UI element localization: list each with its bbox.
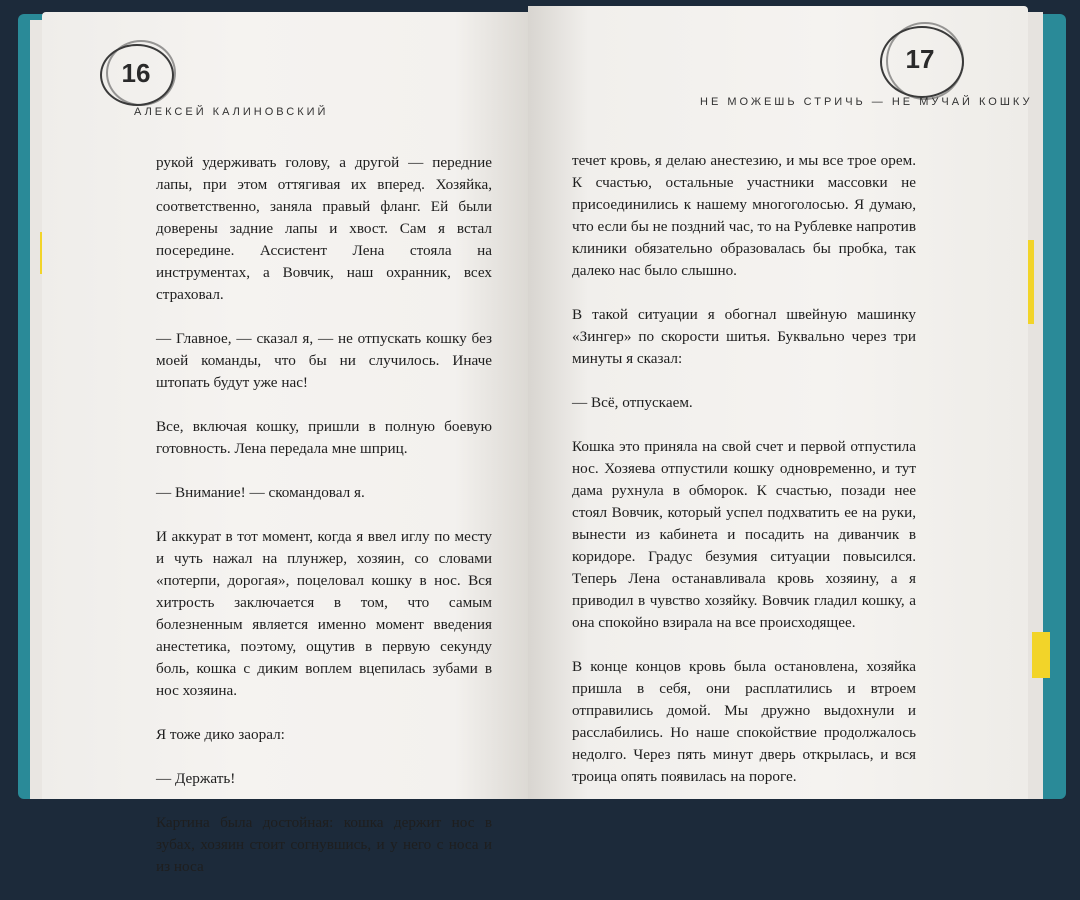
paragraph: Кошка это приняла на свой счет и первой отпустила нос. Хозяева отпустили кошку одновременно, и тут дама рухнула в обморок. К счастью, позади нее стоял Вовчик, который успел подхватить ее на руки, вынести из кабинета и посадить на диванчик в коридоре. Градус безумия ситуации повысился. Теперь Лена останавливала кровь хозяину, а я приводил в чувство хозяйку. Вовчик гладил кошку, а она спокойно взирала на все происходящее. bbox=[572, 438, 916, 631]
running-header: НЕ МОЖЕШЬ СТРИЧЬ — НЕ МУЧАЙ КОШКУ bbox=[700, 96, 1033, 108]
paragraph: — Главное, — сказал я, — не отпускать кошку без моей команды, что бы ни случилось. Иначе штопать будут уже нас! bbox=[156, 330, 492, 391]
page-body bbox=[156, 152, 492, 900]
page-number: 17 bbox=[905, 44, 935, 74]
paragraph: — Всё, отпускаем. bbox=[572, 394, 693, 411]
paragraph: — Держать! bbox=[156, 770, 236, 787]
running-header: АЛЕКСЕЙ КАЛИНОВСКИЙ bbox=[134, 106, 329, 118]
paragraph: рукой удерживать голову, а другой — передние лапы, при этом оттягивая их вперед. Хозяйка, соответственно, заняла правый фланг. Ей были доверены задние лапы и хвост. Сам я встал посередине. Ассистент Лена стояла на инструментах, а Вовчик, наш охранник, всех страховал. bbox=[156, 154, 492, 303]
paragraph: Я тоже дико заорал: bbox=[156, 726, 285, 743]
paragraph: течет кровь, я делаю анестезию, и мы все трое орем. К счастью, остальные участники массовки не присоединились к нашему многоголосью. Я думаю, что если бы не поздний час, то на Рублевке напротив клиники обязательно образовалась бы пробка, так далеко нас было слышно. bbox=[572, 152, 916, 279]
page-number: 16 bbox=[121, 58, 151, 88]
paragraph: Картина была достойная: кошка держит нос в зубах, хозяин стоит согнувшись, и у него с носа и из носа bbox=[156, 814, 492, 875]
paragraph: Все, включая кошку, пришли в полную боевую готовность. Лена передала мне шприц. bbox=[156, 418, 492, 457]
paragraph: В такой ситуации я обогнал швейную машинку «Зингер» по скорости шитья. Буквально через три минуты я сказал: bbox=[572, 306, 916, 367]
page-body bbox=[572, 150, 916, 810]
left-page bbox=[42, 12, 528, 875]
paragraph: И аккурат в тот момент, когда я ввел иглу по месту и чуть нажал на плунжер, хозяин, со словами «потерпи, дорогая», поцеловал кошку в нос. Вся хитрость заключается в том, что самым болезненным является именно момент введения анестетика, поэтому, ощутив в первую секунду боль, кошка с диким воплем вцепилась зубами в нос хозяина. bbox=[156, 528, 492, 699]
sticky-tab-right-bottom bbox=[1032, 632, 1050, 678]
paragraph: — Внимание! — скомандовал я. bbox=[156, 484, 365, 501]
right-page bbox=[528, 6, 1033, 799]
paragraph: В конце концов кровь была остановлена, хозяйка пришла в себя, они расплатились и втроем отправились домой. Мы дружно выдохнули и расслабились. Но наше спокойствие продолжалось недолго. Через пять минут дверь открылась, и вся троица опять появилась на пороге. bbox=[572, 658, 916, 785]
